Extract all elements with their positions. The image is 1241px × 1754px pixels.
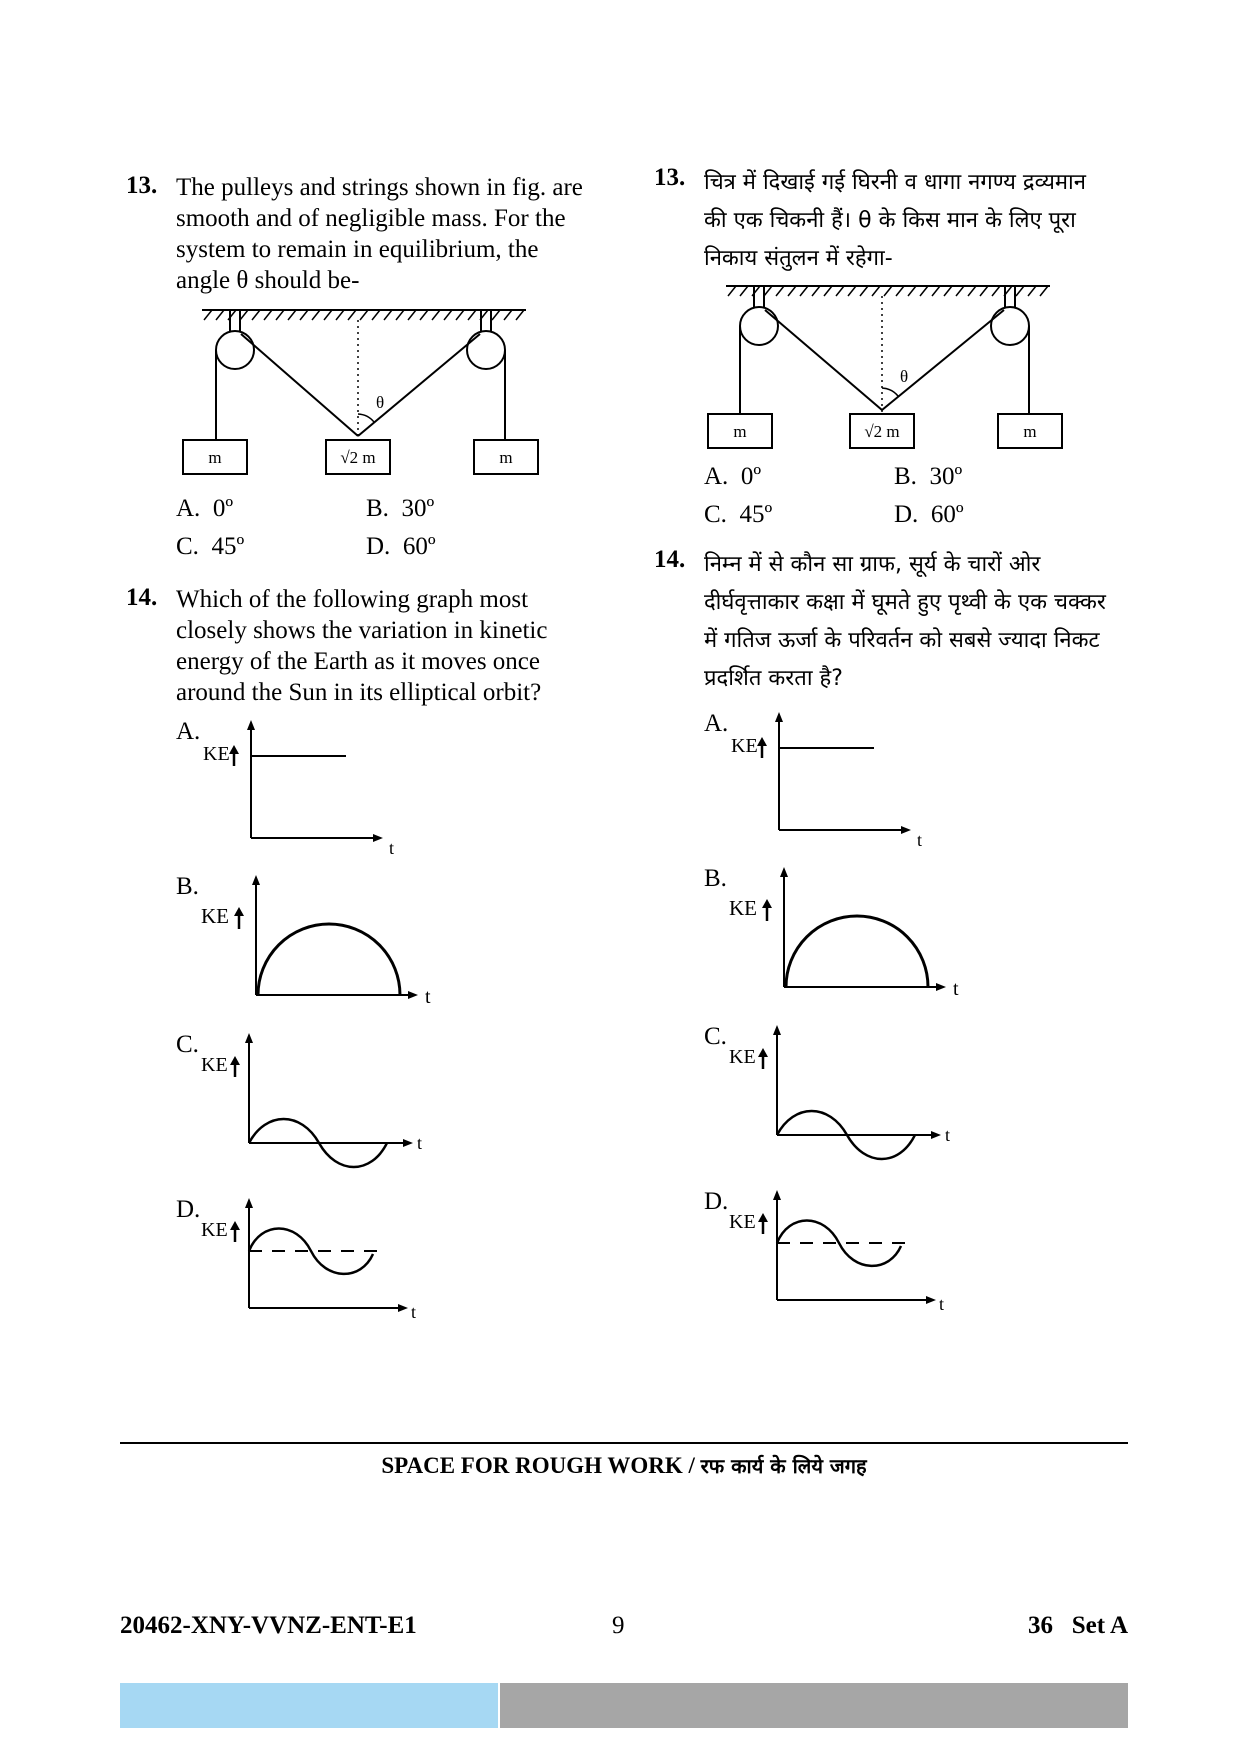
- rough-work-divider: [120, 1442, 1128, 1444]
- svg-text:KE: KE: [729, 896, 757, 920]
- svg-text:t: t: [425, 986, 431, 1008]
- svg-text:KE: KE: [203, 743, 230, 765]
- right-mass-label: m: [1023, 422, 1037, 441]
- svg-text:t: t: [939, 1294, 945, 1314]
- angle-label: θ: [376, 393, 385, 412]
- option-c: C. 45º: [704, 501, 773, 528]
- graph-d: D. KE t: [704, 1188, 945, 1314]
- question-text: The pulleys and strings shown in fig. are smooth and of negligible mass. For the system to remain in equilibrium, the angle θ should be-: [176, 174, 583, 294]
- options: [176, 490, 586, 566]
- question-text: चित्र में दिखाई गई घिरनी व धागा नगण्य द्रव्यमान की एक चिकनी हैं। θ के किस मान के लिए पूरा निकाय संतुलन में रहेगा-: [704, 170, 1086, 271]
- graph-a: A. KE t: [704, 710, 923, 850]
- option-d: D. 60º: [894, 501, 964, 528]
- svg-text:KE: KE: [731, 735, 758, 757]
- option-b: B. 30º: [366, 495, 435, 522]
- graph-b: B. KE t: [176, 873, 431, 1008]
- page-number: 9: [612, 1612, 625, 1639]
- svg-text:t: t: [411, 1302, 417, 1322]
- svg-text:KE: KE: [729, 1211, 756, 1233]
- center-mass-label: √2 m: [864, 422, 900, 441]
- hindi-column: [654, 164, 1114, 1328]
- english-column: [126, 172, 586, 1336]
- footer-code: 20462-XNY-VVNZ-ENT-E1: [120, 1612, 417, 1639]
- option-b: B. 30º: [894, 463, 963, 490]
- option-d: D. 60º: [366, 533, 436, 560]
- svg-text:t: t: [417, 1133, 423, 1153]
- pulley-figure: [126, 298, 586, 488]
- set-label: 36 Set A: [1028, 1612, 1128, 1639]
- graph-d: D. KE t: [176, 1196, 417, 1322]
- question-text: Which of the following graph most closely shows the variation in kinetic energy of the Earth as it moves once around the Sun in its elliptical orbit?: [176, 586, 548, 706]
- footer-bar-blue: [120, 1683, 498, 1728]
- option-c: C. 45º: [176, 533, 245, 560]
- rough-work-label: SPACE FOR ROUGH WORK / रफ कार्य के लिये जगह: [381, 1453, 867, 1478]
- graph-c: C. KE t: [654, 1023, 1114, 1188]
- right-mass-label: m: [499, 448, 513, 467]
- question-text: निम्न में से कौन सा ग्राफ, सूर्य के चारों ओर दीर्घवृत्ताकार कक्षा में घूमते हुए पृथ्वी के एक चक्कर में गतिज ऊर्जा के परिवर्तन को सबसे ज्यादा निकट प्रदर्शित करता है?: [704, 552, 1106, 691]
- angle-label: θ: [900, 367, 909, 386]
- graph-a: A. KE t: [176, 718, 395, 858]
- pulley-figure: [654, 274, 1114, 464]
- question-13-en: [126, 172, 586, 566]
- question-number: 14.: [654, 546, 686, 573]
- question-14-hi: [654, 546, 1114, 1328]
- svg-text:KE: KE: [201, 1054, 228, 1076]
- graph-c: C. KE t: [126, 1031, 586, 1196]
- options: [704, 458, 1114, 534]
- graph-b: B. KE t: [704, 865, 959, 1000]
- option-a: A. 0º: [176, 495, 234, 522]
- svg-text:t: t: [389, 838, 395, 858]
- svg-text:t: t: [953, 978, 959, 1000]
- question-13-hi: [654, 164, 1114, 534]
- left-mass-label: m: [733, 422, 747, 441]
- center-mass-label: √2 m: [340, 448, 376, 467]
- question-number: 14.: [126, 584, 158, 611]
- svg-text:KE: KE: [201, 904, 229, 928]
- footer-bar-grey: [500, 1683, 1128, 1728]
- question-14-en: [126, 584, 586, 1336]
- left-mass-label: m: [208, 448, 222, 467]
- option-a: A. 0º: [704, 463, 762, 490]
- svg-text:t: t: [917, 830, 923, 850]
- question-number: 13.: [654, 164, 686, 191]
- svg-text:KE: KE: [201, 1219, 228, 1241]
- svg-text:t: t: [945, 1125, 951, 1145]
- question-number: 13.: [126, 172, 158, 199]
- svg-text:KE: KE: [729, 1046, 756, 1068]
